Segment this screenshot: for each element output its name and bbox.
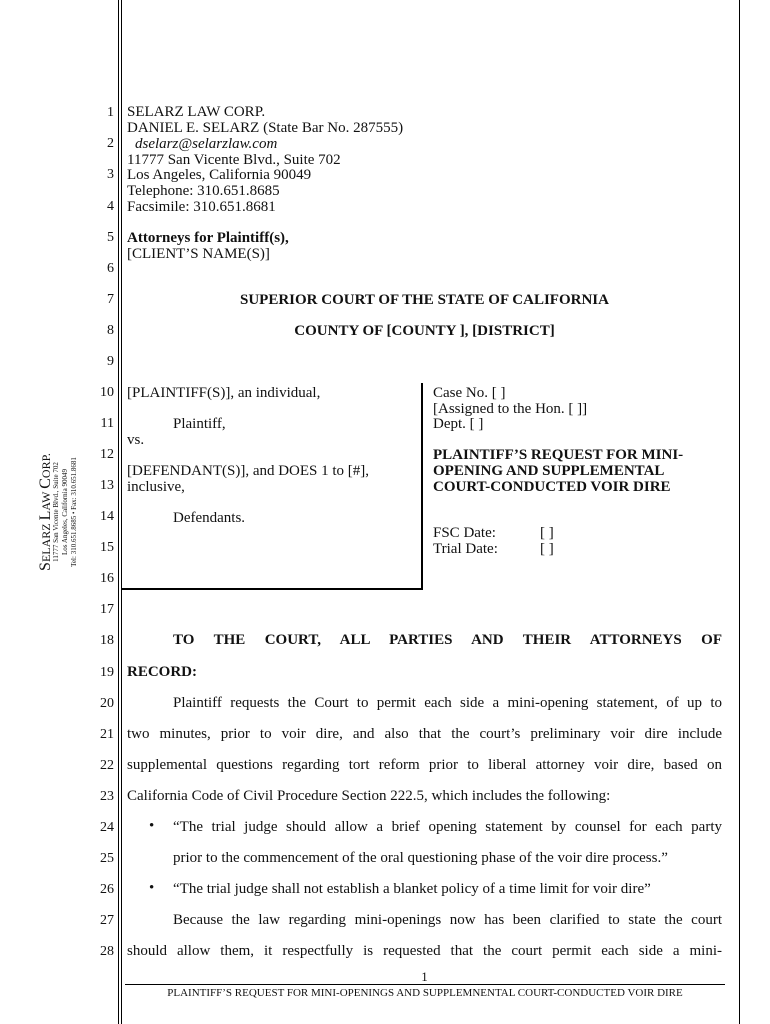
paragraph-1-line-1: Plaintiff requests the Court to permit each side a mini-opening statement, of up to (173, 695, 722, 711)
paragraph-2-line-1: Because the law regarding mini-openings now has been clarified to state the court (173, 912, 722, 928)
line-number: 17 (100, 602, 114, 617)
sidebar-firm-name: SELARZ LAW CORP. (37, 453, 54, 571)
court-county: COUNTY OF [COUNTY ], [DISTRICT] (294, 323, 555, 339)
assigned-judge: [Assigned to the Hon. [ ]] (433, 401, 588, 417)
court-name: SUPERIOR COURT OF THE STATE OF CALIFORNIA (240, 292, 609, 308)
line-number: 25 (100, 851, 114, 866)
line-number: 24 (100, 820, 114, 835)
paragraph-1-line-4: California Code of Civil Procedure Section 222.5, which includes the following: (127, 788, 611, 804)
caption-vs: vs. (127, 432, 145, 448)
sidebar-phones: Tel: 310.651.8685 • Fax: 310.651.8681 (70, 457, 78, 567)
footer-rule (125, 984, 725, 985)
trial-date-label: Trial Date: (433, 541, 498, 557)
page-number: 1 (421, 969, 428, 984)
caption-plaintiff: [PLAINTIFF(S)], an individual, (127, 385, 321, 401)
facsimile: Facsimile: 310.651.8681 (127, 199, 276, 215)
bullet-icon: • (149, 880, 155, 896)
line-number: 13 (100, 478, 114, 493)
paragraph-1-line-3: supplemental questions regarding tort reform prior to liberal attorney voir dire, based on (127, 757, 722, 773)
line-number: 19 (100, 665, 114, 680)
caption-divider-horizontal (122, 588, 423, 590)
line-number: 10 (100, 385, 114, 400)
margin-rule-left-outer (118, 0, 119, 1024)
line-number: 21 (100, 727, 114, 742)
trial-date-value: [ ] (540, 541, 554, 557)
attorney-name: DANIEL E. SELARZ (State Bar No. 287555) (127, 120, 404, 136)
line-number: 3 (107, 167, 114, 182)
address-line-1: 11777 San Vicente Blvd., Suite 702 (127, 152, 341, 168)
line-number: 2 (107, 136, 114, 151)
attorneys-for: Attorneys for Plaintiff(s), (127, 230, 289, 246)
line-number: 26 (100, 882, 114, 897)
document-title-line-1: PLAINTIFF’S REQUEST FOR MINI- (433, 447, 684, 463)
line-number: 4 (107, 199, 114, 214)
bullet-1-line-2: prior to the commencement of the oral questioning phase of the voir dire process.” (173, 850, 668, 866)
attorney-email[interactable]: dselarz@selarzlaw.com (135, 136, 278, 152)
paragraph-2-line-2: should allow them, it respectfully is requested that the court permit each side a mini- (127, 943, 722, 959)
line-number: 20 (100, 696, 114, 711)
salutation-line-1: TO THE COURT, ALL PARTIES AND THEIR ATTORNEYS OF (173, 632, 722, 648)
footer-title: PLAINTIFF’S REQUEST FOR MINI-OPENINGS AND SUPPLEMNENTAL COURT-CONDUCTED VOIR DIRE (167, 987, 683, 999)
line-number: 14 (100, 509, 114, 524)
fsc-date-label: FSC Date: (433, 525, 496, 541)
sidebar-city: Los Angeles, California 90049 (61, 469, 69, 555)
line-number: 5 (107, 230, 114, 245)
line-number: 7 (107, 292, 114, 307)
bullet-icon: • (149, 818, 155, 834)
salutation-line-2: RECORD: (127, 664, 197, 680)
line-number: 11 (100, 416, 114, 431)
sidebar-address: 11777 San Vicente Blvd., Suite 702 (52, 462, 60, 562)
line-number: 16 (100, 571, 114, 586)
fsc-date-value: [ ] (540, 525, 554, 541)
department: Dept. [ ] (433, 416, 484, 432)
line-number: 27 (100, 913, 114, 928)
line-number: 18 (100, 633, 114, 648)
document-title-line-3: COURT-CONDUCTED VOIR DIRE (433, 479, 671, 495)
client-name: [CLIENT’S NAME(S)] (127, 246, 270, 262)
margin-rule-right (739, 0, 740, 1024)
caption-inclusive: inclusive, (127, 479, 185, 495)
line-number: 23 (100, 789, 114, 804)
margin-rule-left-inner (121, 0, 122, 1024)
line-number: 15 (100, 540, 114, 555)
line-number: 8 (107, 323, 114, 338)
line-number: 28 (100, 944, 114, 959)
caption-plaintiff-label: Plaintiff, (173, 416, 226, 432)
line-number: 6 (107, 261, 114, 276)
line-number: 9 (107, 354, 114, 369)
line-number: 12 (100, 447, 114, 462)
telephone: Telephone: 310.651.8685 (127, 183, 280, 199)
caption-divider-vertical (421, 383, 423, 589)
document-title-line-2: OPENING AND SUPPLEMENTAL (433, 463, 665, 479)
line-number: 1 (107, 105, 114, 120)
bullet-1-line-1: “The trial judge should allow a brief opening statement by counsel for each party (173, 819, 722, 835)
bullet-2: “The trial judge shall not establish a blanket policy of a time limit for voir dire” (173, 881, 651, 897)
caption-defendant: [DEFENDANT(S)], and DOES 1 to [#], (127, 463, 370, 479)
paragraph-1-line-2: two minutes, prior to voir dire, and also that the court’s preliminary voir dire include (127, 726, 722, 742)
firm-name: SELARZ LAW CORP. (127, 104, 266, 120)
case-number: Case No. [ ] (433, 385, 506, 401)
line-number: 22 (100, 758, 114, 773)
caption-defendants-label: Defendants. (173, 510, 246, 526)
address-line-2: Los Angeles, California 90049 (127, 167, 312, 183)
